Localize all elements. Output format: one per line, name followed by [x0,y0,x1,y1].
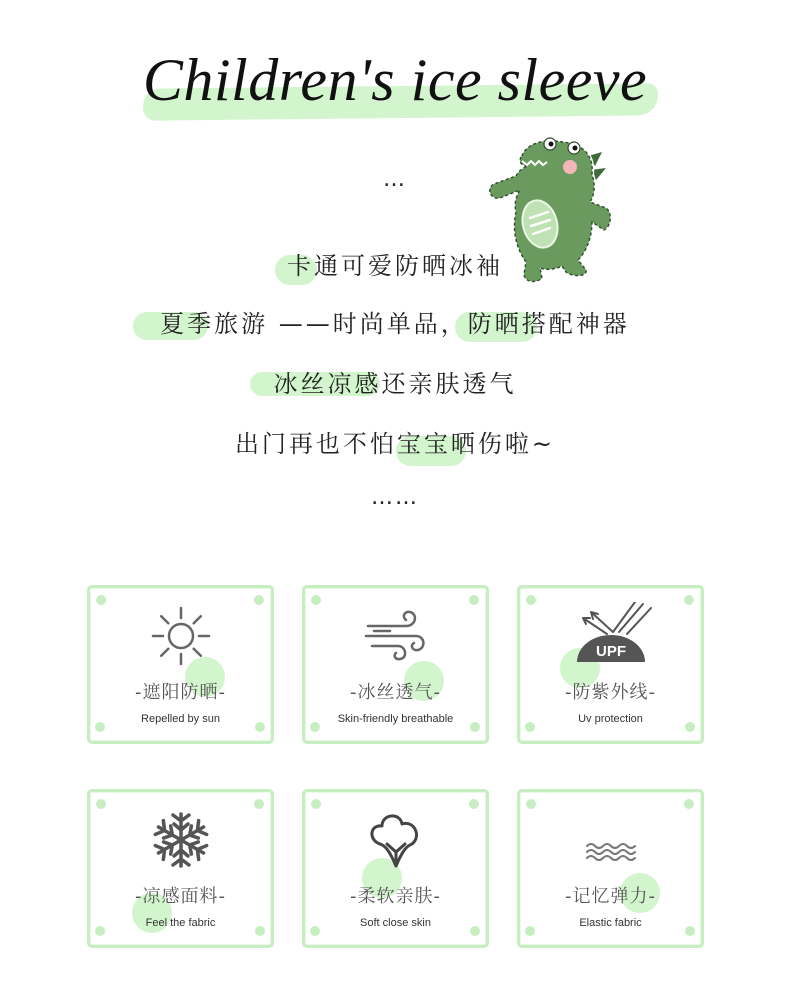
corner-dot [96,595,106,605]
snowflake-icon [145,806,217,874]
feature-label: -柔软亲肤- [350,886,441,907]
page-title: Children's ice sleeve [142,47,648,113]
feature-card-soft-skin [302,789,489,948]
corner-dot [254,595,264,605]
intro-line-1: 卡通可爱防晒冰袖 [287,252,503,280]
corner-dot [311,799,321,809]
feature-card-cool-fabric [87,789,274,948]
feature-label: -冰丝透气- [350,682,441,703]
corner-dot [254,799,264,809]
feature-label: -凉感面料- [135,886,226,907]
feature-label: -记忆弹力- [565,886,656,907]
cotton-icon [360,806,432,874]
intro-line-4: 出门再也不怕宝宝晒伤啦~ [234,430,556,458]
corner-dot [526,799,536,809]
feature-card-uv-protection [517,585,704,744]
corner-dot [526,595,536,605]
corner-dot [311,595,321,605]
corner-dot [469,595,479,605]
intro-line-3: 冰丝凉感还亲肤透气 [273,370,517,398]
feature-subtitle: Elastic fabric [579,917,642,929]
feature-subtitle: Repelled by sun [141,713,220,725]
waves-icon [575,806,647,874]
sun-icon [145,602,217,670]
feature-card-elastic [517,789,704,948]
corner-dot [684,595,694,605]
upf-icon [569,602,653,670]
feature-subtitle: Feel the fabric [145,917,216,929]
feature-label: -遮阳防晒- [135,682,226,703]
wind-icon [360,602,432,670]
corner-dot [96,799,106,809]
feature-subtitle: Skin-friendly breathable [337,713,454,725]
dinosaur-mascot [478,130,618,288]
corner-dot [469,799,479,809]
intro-line-2: 夏季旅游 ——时尚单品，防晒搭配神器 [160,310,630,338]
corner-dot [684,799,694,809]
ellipsis-bottom: …… [371,485,419,510]
upf-badge-text: UPF [595,643,626,660]
feature-card-sun-protection [87,585,274,744]
feature-subtitle: Soft close skin [360,917,431,929]
feature-label: -防紫外线- [565,682,656,703]
feature-card-breathable [302,585,489,744]
feature-subtitle: Uv protection [578,713,643,725]
ellipsis-top: … [383,167,407,192]
